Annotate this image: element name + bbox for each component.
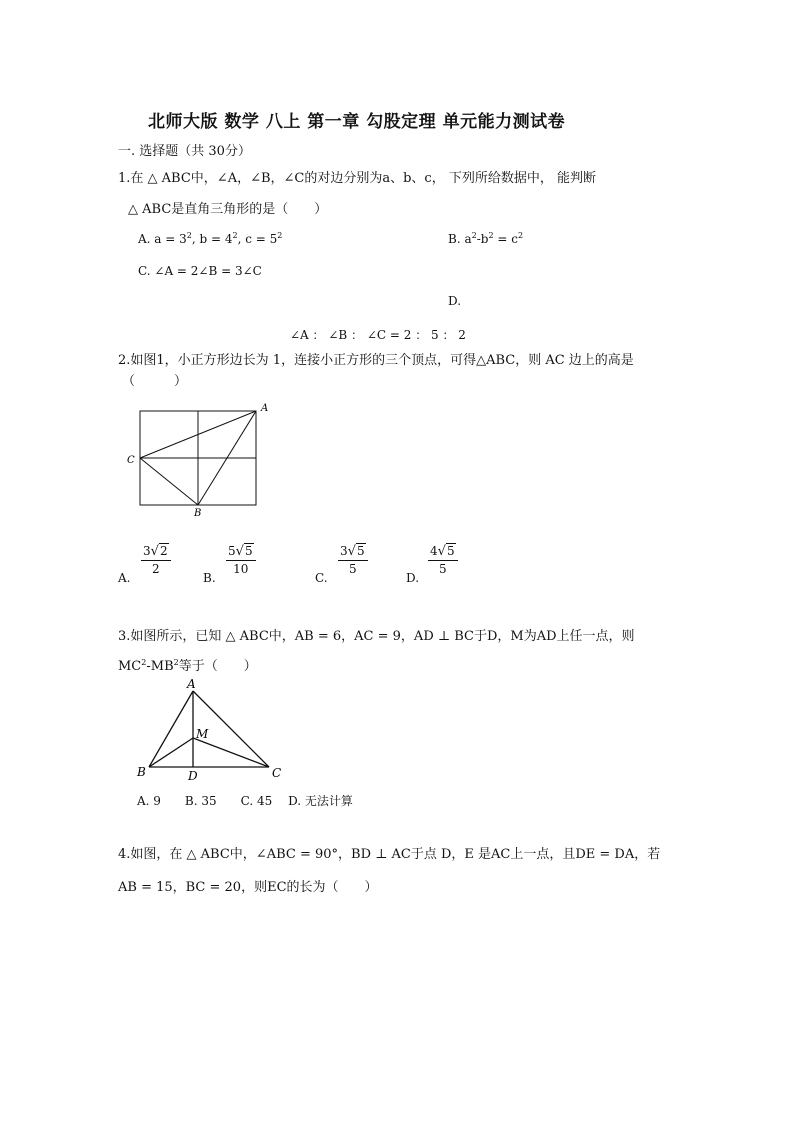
q2-option-c-fraction: $\frac{3√5}{5}$ (338, 544, 368, 576)
q4-stem-line1: 4.如图，在 △ ABC中，∠ABC = 90°，BD ⊥ AC于点 D，E 是AC上一点，且DE = DA，若 (118, 847, 661, 862)
q2-grid-figure (120, 398, 280, 520)
label-a: A (261, 403, 269, 414)
q3-stem-line2: $MC^2-MB^2$等于（ ） (118, 658, 257, 674)
q1-option-b[interactable]: B. $a^2-b^2 = c^2$ (448, 231, 524, 246)
q1-option-c[interactable]: C. ∠A = 2∠B = 3∠C (138, 264, 262, 278)
label-m: M (196, 727, 209, 741)
q4-stem-line2: AB = 15，BC = 20，则EC的长为（ ） (118, 880, 378, 895)
q2-stem-line2: （ ） (122, 374, 188, 389)
q1-option-d-label[interactable]: D. (448, 294, 462, 308)
q2-option-a-letter[interactable]: A. (118, 571, 131, 585)
q2-option-d-fraction: $\frac{4√5}{5}$ (428, 544, 458, 576)
q1-stem-line1: 1.在 △ ABC中，∠A，∠B，∠C的对边分别为a、b、c， 下列所给数据中， 能判断 (118, 171, 596, 186)
label-b: B (194, 508, 202, 519)
q2-option-b-letter[interactable]: B. (203, 571, 216, 585)
q1-stem-line2: △ ABC是直角三角形的是（ ） (128, 202, 328, 217)
q2-option-c-letter[interactable]: C. (315, 571, 328, 585)
segment-cb (140, 458, 198, 505)
q3-stem-line1: 3.如图所示，已知 △ ABC中，AB = 6，AC = 9，AD ⊥ BC于D，M为AD上任一点，则 (118, 629, 635, 644)
label-c: C (272, 766, 282, 780)
segment-bm (149, 738, 193, 767)
q2-option-d-letter[interactable]: D. (406, 571, 420, 585)
q1-option-d-text: ∠A ： ∠B ： ∠C = 2 ： 5 ： 2 (290, 328, 466, 342)
q3-triangle-figure (130, 676, 290, 784)
q2-option-a-fraction: $\frac{3√2}{2}$ (141, 544, 171, 576)
label-d: D (188, 769, 198, 783)
segment-cm (193, 738, 269, 767)
page-title: 北师大版 数学 八上 第一章 勾股定理 单元能力测试卷 (148, 112, 566, 132)
label-a: A (187, 677, 196, 691)
label-c: C (127, 455, 135, 466)
segment-ab (149, 691, 193, 767)
q2-option-b-fraction: $\frac{5√5}{10}$ (226, 544, 256, 576)
label-b: B (137, 765, 146, 779)
section-heading: 一. 选择题（共 30分） (118, 144, 251, 159)
q2-stem-line1: 2.如图1，小正方形边长为 1，连接小正方形的三个顶点，可得△ABC，则 AC 边上的高是 (118, 353, 634, 368)
q1-option-a[interactable]: A. $a = 3^2$, $b = 4^2$, $c = 5^2$ (138, 231, 283, 246)
q3-options[interactable]: A. 9 B. 35 C. 45 D. 无法计算 (137, 794, 353, 808)
